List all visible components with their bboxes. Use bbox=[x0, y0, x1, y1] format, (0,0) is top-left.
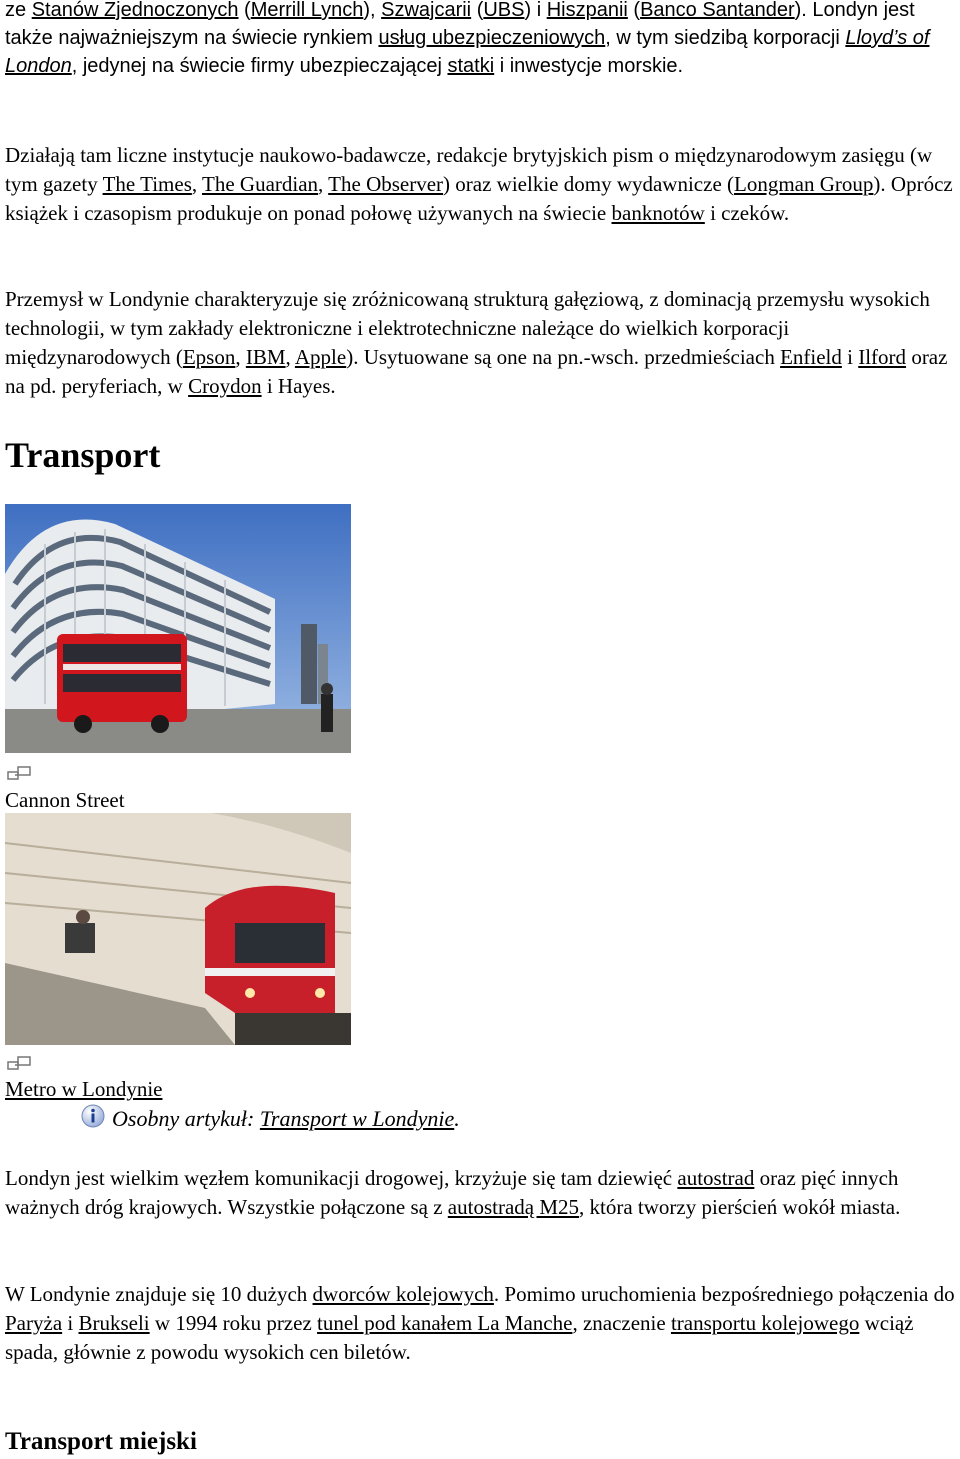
photo-london-metro[interactable] bbox=[5, 813, 351, 1045]
text: i czeków. bbox=[704, 201, 790, 225]
paragraph-finance bbox=[5, 0, 955, 80]
link-switzerland[interactable]: Szwajcarii bbox=[381, 0, 472, 21]
link-banco-santander[interactable]: Banco Santander bbox=[640, 0, 795, 21]
link-ubs[interactable]: UBS bbox=[483, 0, 525, 21]
text: oraz pięć innych ważnych dróg krajowych. Wszystkie połączone są z bbox=[5, 1166, 899, 1219]
caption-cannon-street: Cannon Street bbox=[5, 788, 125, 812]
text: oraz na pd. peryferiach, w bbox=[5, 345, 948, 398]
text: ), bbox=[363, 0, 382, 21]
link-insurance-services[interactable]: usług ubezpieczeniowych bbox=[378, 27, 606, 49]
text: , znaczenie bbox=[572, 1311, 671, 1335]
see-also-note bbox=[80, 1104, 460, 1134]
text: ( bbox=[471, 0, 484, 21]
text: i bbox=[841, 345, 859, 369]
photo-london-metro-image bbox=[5, 813, 351, 1045]
paragraph-roads bbox=[5, 1164, 955, 1222]
text: W Londynie znajduje się 10 dużych bbox=[5, 1282, 313, 1306]
text: ) i bbox=[524, 0, 547, 21]
link-brussels[interactable]: Brukseli bbox=[78, 1311, 150, 1335]
text: ). Oprócz książek i czasopism produkuje on ponad połowę używanych na świecie bbox=[5, 172, 953, 225]
link-m25[interactable]: autostradą M25 bbox=[447, 1195, 580, 1219]
text: i Hayes. bbox=[261, 374, 336, 398]
text: Przemysł w Londynie charakteryzuje się zróżnicowaną strukturą gałęziową, z dominacją przemysłu wysokich technologii, w tym zakłady elektroniczne i elektrotechniczne należące do wielkich korporacji międzynarodowych ( bbox=[5, 287, 930, 369]
link-rail-transport[interactable]: transportu kolejowego bbox=[670, 1311, 860, 1335]
caption-metro-link[interactable]: Metro w Londynie bbox=[5, 1077, 163, 1101]
text: ). Usytuowane są one na pn.-wsch. przedmieściach bbox=[346, 345, 781, 369]
link-enfield[interactable]: Enfield bbox=[780, 345, 842, 369]
text: w 1994 roku przez bbox=[149, 1311, 318, 1335]
section-heading-urban-transport: Transport miejski bbox=[5, 1428, 197, 1455]
link-the-guardian[interactable]: The Guardian bbox=[202, 172, 319, 196]
text: i bbox=[62, 1311, 79, 1335]
text: i inwestycje morskie. bbox=[494, 55, 684, 77]
text: wciąż spada, głównie z powodu wysokich cen biletów. bbox=[5, 1311, 914, 1364]
text: , w tym siedzibą korporacji bbox=[605, 27, 846, 49]
link-railway-stations[interactable]: dworców kolejowych bbox=[312, 1282, 494, 1306]
paragraph-rail bbox=[5, 1280, 955, 1367]
link-channel-tunnel[interactable]: tunel pod kanałem La Manche bbox=[317, 1311, 573, 1335]
text: , bbox=[318, 172, 329, 196]
text: ze bbox=[5, 0, 32, 21]
link-spain[interactable]: Hiszpanii bbox=[546, 0, 628, 21]
magnify-icon[interactable] bbox=[7, 1056, 31, 1070]
photo-cannon-street[interactable] bbox=[5, 504, 351, 753]
link-epson[interactable]: Epson bbox=[182, 345, 236, 369]
text: ) oraz wielkie domy wydawnicze ( bbox=[443, 172, 735, 196]
link-merrill-lynch[interactable]: Merrill Lynch bbox=[250, 0, 364, 21]
link-banknotes[interactable]: banknotów bbox=[611, 201, 705, 225]
text: , która tworzy pierścień wokół miasta. bbox=[579, 1195, 901, 1219]
text: . bbox=[454, 1106, 460, 1131]
link-usa[interactable]: Stanów Zjednoczonych bbox=[31, 0, 239, 21]
paragraph-publishing bbox=[5, 141, 955, 228]
link-ships[interactable]: statki bbox=[447, 55, 495, 77]
text: Londyn jest wielkim węzłem komunikacji drogowej, krzyżuje się tam dziewięć bbox=[5, 1166, 678, 1190]
link-croydon[interactable]: Croydon bbox=[188, 374, 262, 398]
link-transport-in-london[interactable]: Transport w Londynie bbox=[259, 1106, 455, 1131]
link-paris[interactable]: Paryża bbox=[5, 1311, 63, 1335]
link-the-observer[interactable]: The Observer bbox=[328, 172, 444, 196]
link-apple[interactable]: Apple bbox=[294, 345, 347, 369]
text: Działają tam liczne instytucje naukowo-badawcze, redakcje brytyjskich pism o międzynarodowym zasięgu (w tym gazety bbox=[5, 143, 933, 196]
text: ). Londyn jest także najważniejszym na świecie rynkiem bbox=[5, 0, 915, 49]
link-motorways[interactable]: autostrad bbox=[677, 1166, 755, 1190]
text: , bbox=[235, 345, 246, 369]
paragraph-industry bbox=[5, 285, 955, 401]
section-heading-transport: Transport bbox=[5, 435, 161, 475]
link-longman-group[interactable]: Longman Group bbox=[734, 172, 874, 196]
text: ( bbox=[627, 0, 641, 21]
text: ( bbox=[238, 0, 251, 21]
link-ibm[interactable]: IBM bbox=[245, 345, 286, 369]
text: , jedynej na świecie firmy ubezpieczającej bbox=[71, 55, 448, 77]
see-also-prefix: Osobny artykuł: bbox=[112, 1106, 260, 1131]
photo-cannon-street-image bbox=[5, 504, 351, 753]
text: , bbox=[285, 345, 295, 369]
link-ilford[interactable]: Ilford bbox=[858, 345, 907, 369]
text: , bbox=[191, 172, 202, 196]
magnify-icon[interactable] bbox=[7, 766, 31, 780]
text: . Pomimo uruchomienia bezpośredniego połączenia do bbox=[493, 1282, 955, 1306]
link-the-times[interactable]: The Times bbox=[102, 172, 192, 196]
link-lloyds-of-london[interactable]: Lloyd’s of London bbox=[5, 27, 930, 77]
